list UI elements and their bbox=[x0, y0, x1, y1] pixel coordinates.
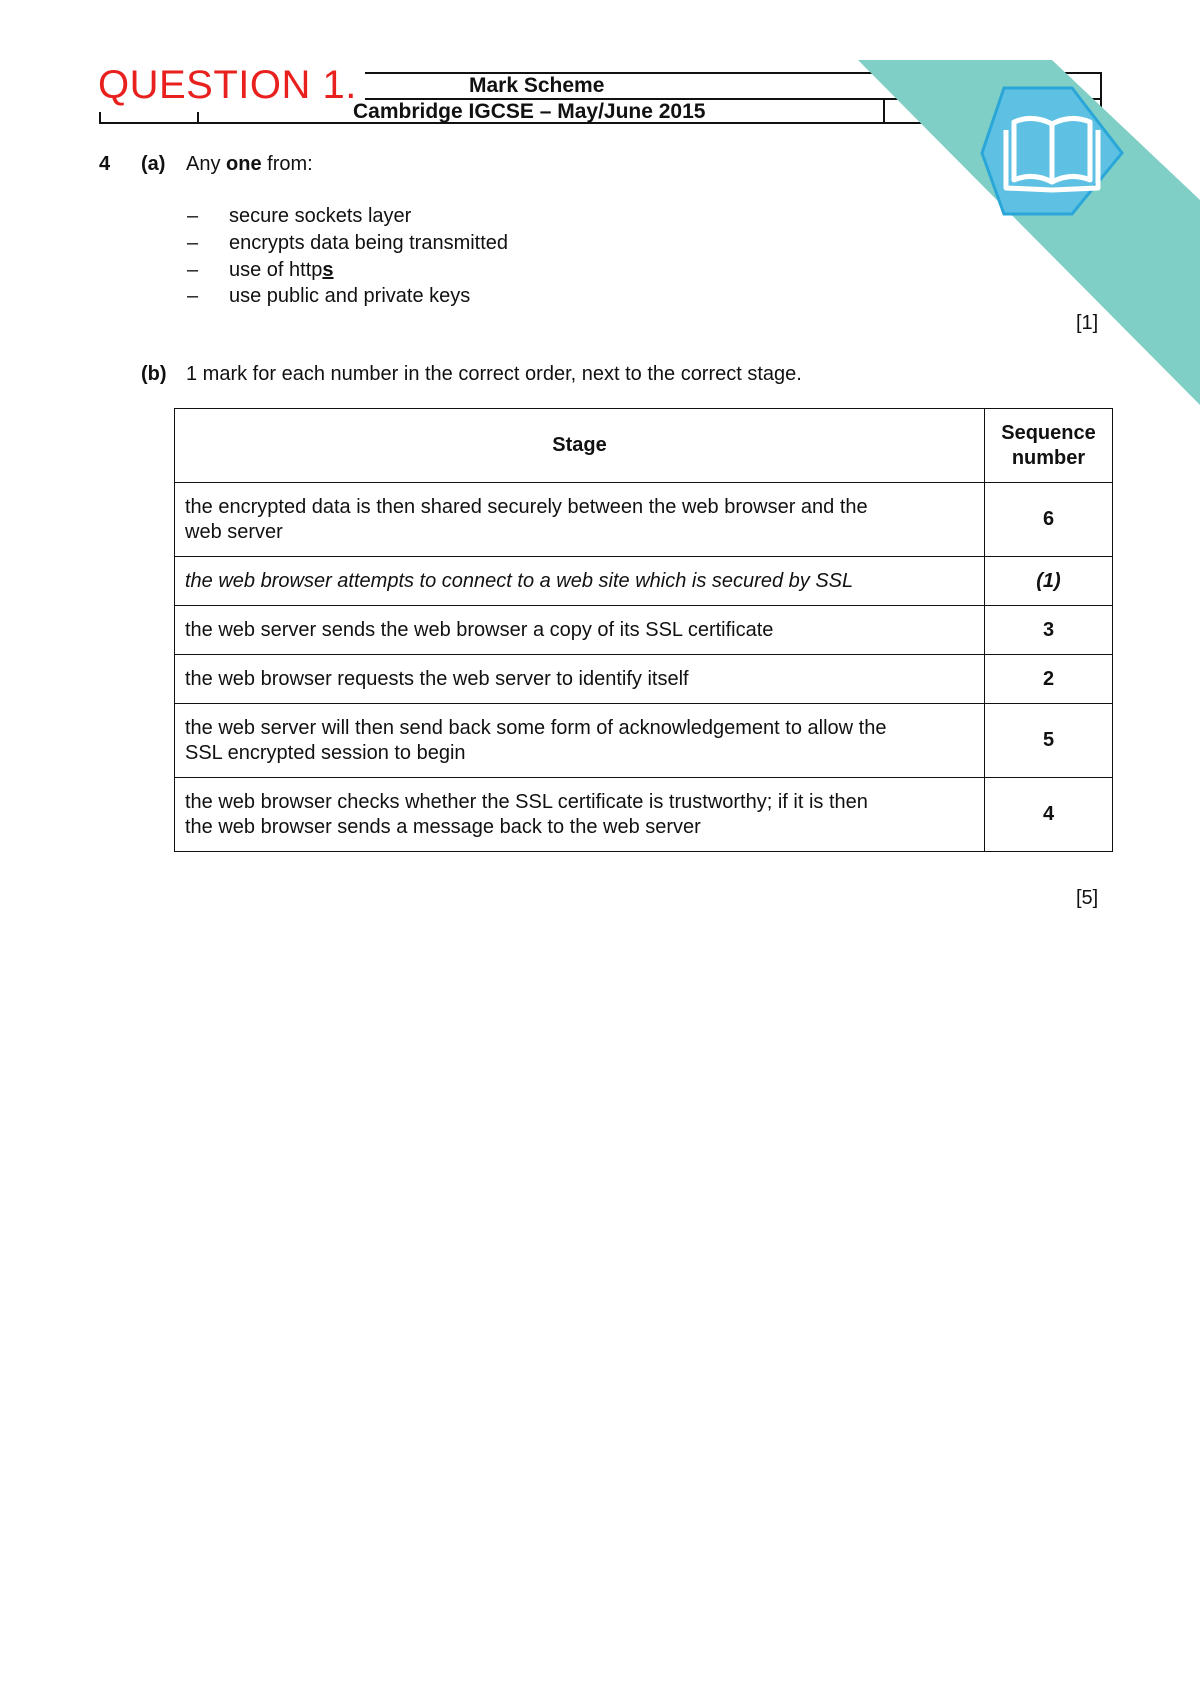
table-row bbox=[175, 557, 1113, 606]
stage-cell bbox=[175, 778, 985, 852]
stage-cell: the web browser requests the web server to identify itself bbox=[175, 655, 985, 704]
table-row bbox=[175, 778, 1113, 852]
intro-bold: one bbox=[226, 153, 262, 175]
bullet-dash: – bbox=[187, 232, 199, 254]
stage-cell bbox=[175, 704, 985, 778]
list-item-emphasis: s bbox=[322, 259, 334, 281]
header-stage: Stage bbox=[175, 409, 985, 483]
stage-cell: the web browser attempts to connect to a web site which is secured by SSL bbox=[175, 557, 985, 606]
list-item: use public and private keys bbox=[229, 285, 471, 307]
stage-text: the encrypted data is then shared securely between the web browser and the bbox=[185, 495, 868, 518]
question-label: QUESTION 1. bbox=[98, 63, 357, 107]
bullet-dash: – bbox=[187, 285, 199, 307]
stage-text: the web browser sends a message back to the web server bbox=[185, 815, 701, 838]
list-item: secure sockets layer bbox=[229, 205, 412, 227]
sequence-cell: 3 bbox=[985, 606, 1113, 655]
part-a-intro bbox=[186, 152, 313, 176]
stage-text: the web server will then send back some form of acknowledgement to allow the bbox=[185, 716, 887, 739]
question-number: 4 bbox=[99, 153, 111, 175]
stage-text: web server bbox=[185, 520, 283, 543]
list-item: encrypts data being transmitted bbox=[229, 232, 509, 254]
table-row bbox=[175, 655, 1113, 704]
stage-cell bbox=[175, 483, 985, 557]
table-row bbox=[175, 704, 1113, 778]
table-row bbox=[175, 483, 1113, 557]
corner-ribbon bbox=[0, 0, 1200, 420]
bullet-dash: – bbox=[187, 259, 199, 281]
header-seq-line1: Sequence bbox=[1001, 421, 1096, 444]
part-b-marks: [5] bbox=[1076, 887, 1099, 909]
intro-pre: Any bbox=[186, 153, 227, 175]
exam-title: Cambridge IGCSE – May/June 2015 bbox=[353, 100, 706, 123]
intro-post: from: bbox=[261, 153, 313, 175]
stage-cell: the web server sends the web browser a copy of its SSL certificate bbox=[175, 606, 985, 655]
list-item bbox=[229, 258, 334, 282]
table-row bbox=[175, 606, 1113, 655]
sequence-cell: 5 bbox=[985, 704, 1113, 778]
sequence-cell: 6 bbox=[985, 483, 1113, 557]
part-a-label: (a) bbox=[141, 153, 166, 175]
sequence-cell: 2 bbox=[985, 655, 1113, 704]
header-sequence-number bbox=[985, 409, 1113, 483]
part-b-label: (b) bbox=[141, 363, 167, 385]
stage-text: the web browser checks whether the SSL certificate is trustworthy; if it is then bbox=[185, 790, 868, 813]
part-b-instruction: 1 mark for each number in the correct order, next to the correct stage. bbox=[186, 363, 802, 385]
stage-text: SSL encrypted session to begin bbox=[185, 741, 466, 764]
bullet-dash: – bbox=[187, 205, 199, 227]
header-seq-line2: number bbox=[1011, 446, 1086, 469]
sequence-cell: (1) bbox=[985, 557, 1113, 606]
doc-type: Mark Scheme bbox=[469, 74, 605, 97]
part-a-marks: [1] bbox=[1076, 312, 1099, 334]
sequence-cell: 4 bbox=[985, 778, 1113, 852]
stage-sequence-table bbox=[174, 408, 1113, 852]
table-header-row bbox=[175, 409, 1113, 483]
list-item-text: use of http bbox=[229, 259, 323, 281]
